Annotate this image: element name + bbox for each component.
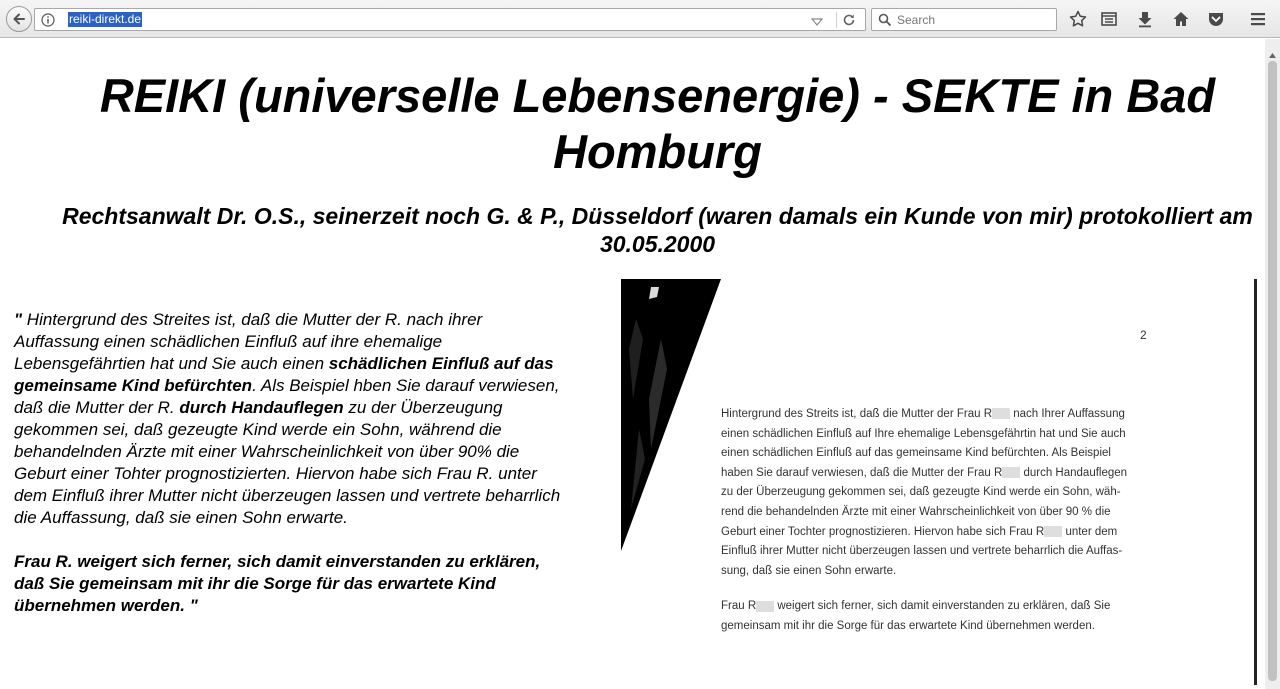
scan-line-text: weigert sich ferner, sich damit einverstanden zu erklären, daß Sie [777,600,1111,613]
download-icon[interactable] [1135,9,1155,29]
reload-icon[interactable] [841,12,857,33]
scan-line-text: durch Handauflegen [1023,466,1128,479]
scan-black-edge [621,279,731,559]
back-button[interactable] [6,6,32,32]
search-placeholder: Search [897,13,936,27]
bold-text-run: " [14,310,23,329]
text-run: senergie) - [650,69,902,122]
bold-text-run: Bad Homburg [553,69,1216,178]
bold-text-run: REIKI [99,69,226,122]
text-run: Rechtsanwalt [62,203,217,229]
url-separator [836,12,837,28]
redacted-name [1002,467,1020,478]
history-dropdown-icon[interactable] [811,14,823,32]
back-arrow-icon [12,12,26,26]
url-bar[interactable] [34,8,866,31]
text-run: , seinerzeit noch [299,203,487,229]
scanned-document-image [621,279,1263,685]
redacted-name [756,601,774,612]
scan-line-text: zu der Überzeugung gekommen sei, daß gezeugte Kind werde ein Sohn, wäh- [721,486,1121,499]
url-text[interactable]: reiki-direkt.de [69,12,142,26]
search-icon [878,13,892,32]
redacted-name [1044,526,1062,537]
scan-page-number: 2 [1140,328,1147,342]
scan-line [721,523,1201,543]
quote-paragraph-1 [14,309,562,529]
bold-text-run: Frau R. weigert sich ferner, sich damit einverstanden zu erklären, daß Sie gemeinsam mit ihr die Sorge für das erwartete Kind übernehmen werden. " [14,552,541,615]
menu-icon[interactable] [1248,9,1268,29]
scan-line [721,464,1201,484]
text-run: , Düsseldorf (waren damals ein Kunde von mir) protokolliert am [558,203,1253,229]
text-run: ( [225,69,254,122]
scan-right-edge [1254,279,1257,685]
text-run: . Als Beispiel hben Sie darauf verwiesen, daß die Mutter der R. [14,376,560,417]
scan-line-text: Frau R [721,600,757,613]
scan-line [721,444,1201,464]
text-run: zu der Überzeugung gekommen sei, daß gezeugte Kind werde ein Sohn, während die behandelnden Ärzte mit einer Wahrscheinlichkeit von über 90% die Geburt einer Tohter prognostizierten. Hiervon habe sich Frau R. unter dem Einfluß ihrer Mutter nicht überzeugen lassen und vertrete beharrlich die Auffassung, daß sie einen Sohn erwarte. [14,398,561,527]
scan-line-text: unter dem [1065,525,1118,538]
scan-line-text: einen schädlichen Einfluß auf das gemeinsame Kind befürchten. Als Beispiel [721,447,1111,460]
site-info-icon[interactable] [41,13,55,32]
scan-line-text: rend die behandelnden Ärzte mit einer Wahrscheinlichkeit von über 90 % die [721,505,1111,518]
bold-text-run: 30.05.2000 [599,231,716,257]
scroll-thumb[interactable] [1268,61,1277,681]
vertical-scrollbar[interactable] [1265,39,1280,689]
bold-text-run: schädlichen Einfluß auf das gemeinsame Kind befürchten [14,354,554,395]
search-bar[interactable] [871,8,1057,31]
scan-line [721,503,1201,523]
scan-line [721,542,1201,562]
text-run: Hintergrund des Streites ist, daß die Mutter der R. nach ihrer Auffassung einen schädlichen Einfluß auf ihre ehemalige Lebensgefährtien hat und Sie auch einen [14,310,483,373]
page-title [60,68,1255,180]
bold-text-run: durch Handauflegen [179,398,344,417]
scan-line [721,405,1201,425]
page-subtitle [60,202,1255,258]
bold-text-run: G. & P. [486,203,559,229]
scan-line [721,483,1201,503]
scan-line [721,562,1201,582]
scan-line [721,617,1201,637]
scan-line-text: Hintergrund des Streits ist, daß die Mutter der Frau R [721,408,992,420]
scan-line-text: Geburt einer Tochter prognostizieren. Hiervon habe sich Frau R [721,525,1045,538]
scan-line [721,425,1201,445]
quote-text [14,309,562,617]
text-run: in [1058,69,1127,122]
bold-text-run: Dr. O.S. [216,203,300,229]
quote-paragraph-2 [14,551,562,617]
browser-toolbar [0,0,1280,38]
bookmark-star-icon[interactable] [1068,9,1088,29]
scan-line-text: sung, daß sie einen Sohn erwarte. [721,564,897,577]
bold-text-run: SEKTE [901,69,1059,122]
home-icon[interactable] [1171,9,1191,29]
scan-line-text: haben Sie darauf verwiesen, daß die Mutter der Frau R [721,466,1003,479]
pocket-icon[interactable] [1206,9,1226,29]
scan-line-text: nach Ihrer Auffassung [1013,408,1125,420]
redacted-name [992,408,1010,419]
reading-list-icon[interactable] [1099,9,1119,29]
scan-line-text: einen schädlichen Einfluß auf Ihre ehemalige Lebensgefährtin hat und Sie auch [721,427,1126,440]
scan-text [721,405,1201,637]
scan-line [721,597,1201,617]
scan-line-text: gemeinsam mit ihr die Sorge für das erwartete Kind übernehmen werden. [721,619,1095,632]
scan-paragraph-gap [721,581,1201,597]
scan-line-text: Einfluß ihrer Mutter nicht überzeugen lassen und vertrete beharrlich die Auffas- [721,545,1123,558]
bold-text-run: universelle Leben [253,69,651,122]
